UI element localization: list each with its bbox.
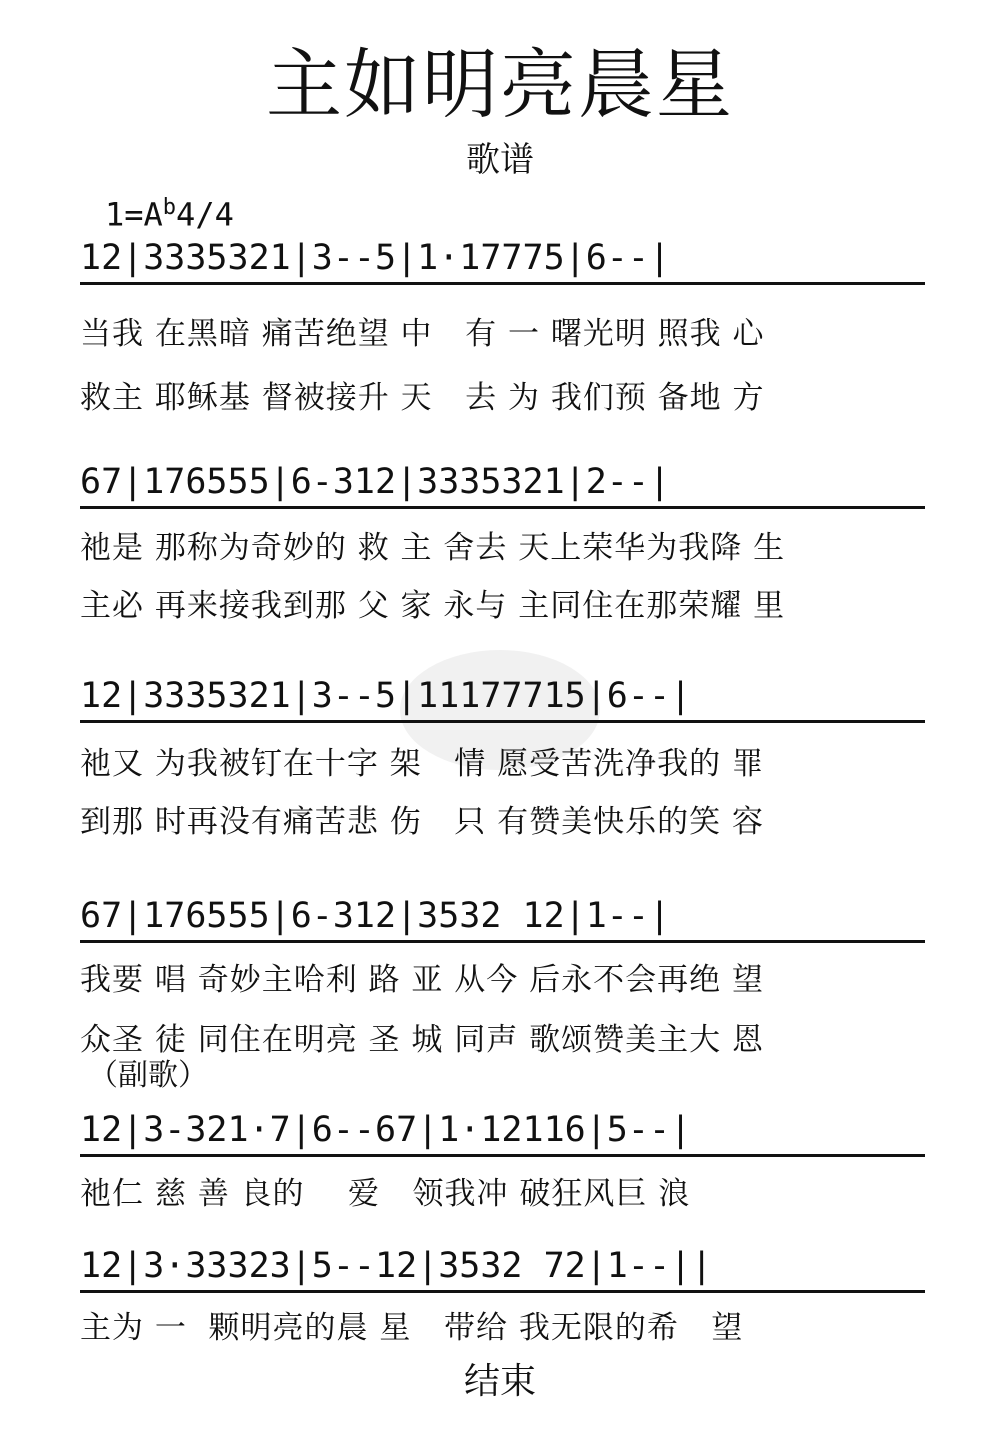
lyric-line-4-verse-1: 我要 唱 奇妙主哈利 路 亚 从今 后永不会再绝 望 <box>80 962 764 998</box>
key-accidental: b <box>162 195 177 220</box>
key-base: 1=A <box>105 195 163 234</box>
time-signature: 4/4 <box>176 195 234 234</box>
chorus-label: （副歌） <box>88 1058 208 1093</box>
notation-line-4: 67|176555|6-312|3532 12|1--| <box>80 894 925 943</box>
lyric-line-2-verse-1: 祂是 那称为奇妙的 救 主 舍去 天上荣华为我降 生 <box>80 530 786 566</box>
chorus-lyric-line-1: 祂仁 慈 善 良的 爱 领我冲 破狂风巨 浪 <box>80 1176 691 1212</box>
song-subtitle: 歌谱 <box>466 140 534 180</box>
chorus-notation-line-1: 12|3-321·7|6--67|1·12116|5--| <box>80 1108 925 1157</box>
chorus-notation-line-2: 12|3·33323|5--12|3532 72|1--|| <box>80 1244 925 1293</box>
lyric-line-3-verse-1: 祂又 为我被钉在十字 架 情 愿受苦洗净我的 罪 <box>80 746 764 782</box>
lyric-line-2-verse-2: 主必 再来接我到那 父 家 永与 主同住在那荣耀 里 <box>80 588 786 624</box>
notation-line-2: 67|176555|6-312|3335321|2--| <box>80 460 925 509</box>
chorus-lyric-line-2: 主为 一 颗明亮的晨 星 带给 我无限的希 望 <box>80 1310 744 1346</box>
lyric-line-3-verse-2: 到那 时再没有痛苦悲 伤 只 有赞美快乐的笑 容 <box>80 804 764 840</box>
ending-label: 结束 <box>463 1361 536 1402</box>
lyric-line-4-verse-2: 众圣 徒 同住在明亮 圣 城 同声 歌颂赞美主大 恩 <box>80 1022 764 1058</box>
notation-line-3: 12|3335321|3--5|11177715|6--| <box>80 674 925 723</box>
lyric-line-1-verse-1: 当我 在黑暗 痛苦绝望 中 有 一 曙光明 照我 心 <box>80 316 765 352</box>
notation-line-1: 12|3335321|3--5|1·17775|6--| <box>80 236 925 285</box>
key-signature <box>105 186 234 237</box>
song-title: 主如明亮晨星 <box>266 40 734 129</box>
lyric-line-1-verse-2: 救主 耶稣基 督被接升 天 去 为 我们预 备地 方 <box>80 380 765 416</box>
